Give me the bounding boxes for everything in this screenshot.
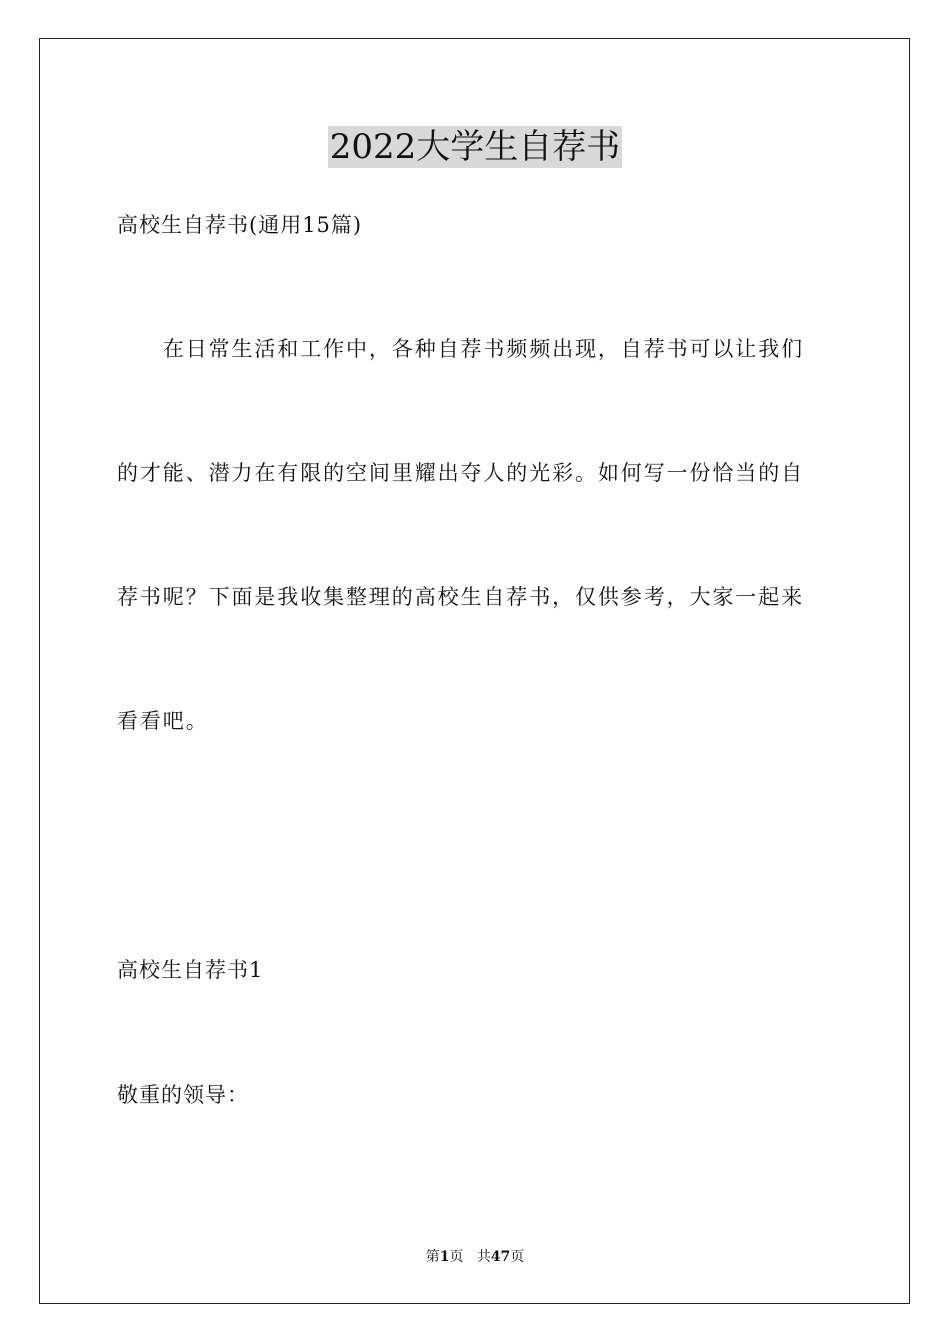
intro-line-4: 看看吧。 bbox=[117, 709, 209, 733]
total-suffix: 页 bbox=[510, 1249, 525, 1265]
page-number: 1 bbox=[439, 1249, 450, 1265]
document-title: 2022大学生自荐书 bbox=[329, 127, 621, 167]
page-suffix: 页 bbox=[449, 1249, 464, 1265]
total-prefix: 共 bbox=[476, 1249, 491, 1265]
page-footer bbox=[0, 1247, 950, 1267]
total-pages: 47 bbox=[490, 1249, 511, 1265]
intro-line-2: 的才能、潜力在有限的空间里耀出夺人的光彩。如何写一份恰当的自 bbox=[117, 461, 804, 485]
title-container bbox=[0, 126, 950, 168]
page-prefix: 第 bbox=[425, 1249, 440, 1265]
greeting-line: 敬重的领导： bbox=[117, 1083, 249, 1107]
intro-line-1: 在日常生活和工作中，各种自荐书频频出现，自荐书可以让我们 bbox=[117, 337, 804, 361]
document-subtitle: 高校生自荐书(通用15篇) bbox=[117, 213, 363, 237]
intro-line-3: 荐书呢？下面是我收集整理的高校生自荐书，仅供参考，大家一起来 bbox=[117, 585, 804, 609]
section-heading: 高校生自荐书1 bbox=[117, 958, 264, 982]
